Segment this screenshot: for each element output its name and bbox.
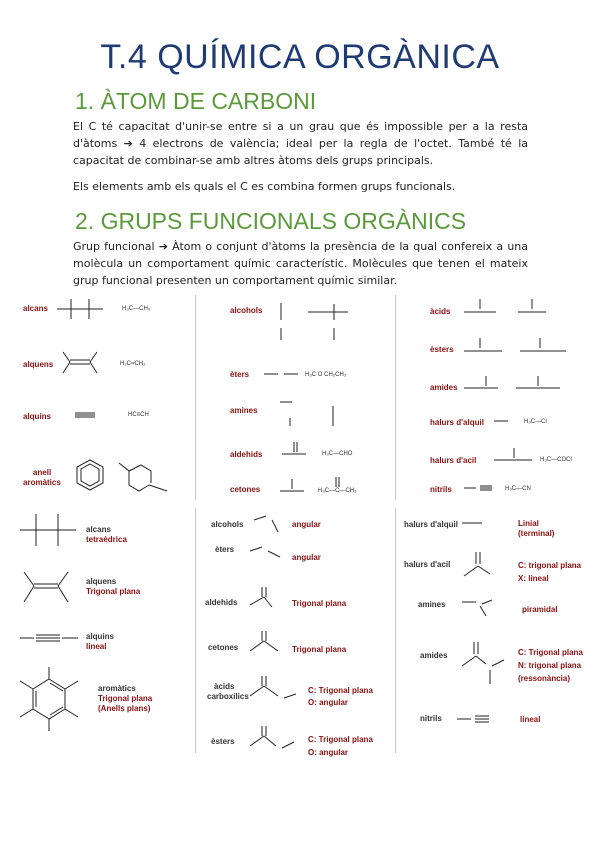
formula-nitrils: H₃C—CN [505, 486, 531, 492]
geo-alquens-trigonal: Trigonal plana [86, 587, 141, 596]
column-divider [195, 295, 196, 500]
geo-eters-angular: angular [292, 553, 321, 562]
alquins-structure [73, 410, 97, 420]
geo-alcans-tetraedrica: tetraèdrica [86, 535, 127, 544]
geo-esters-o-angular: O: angular [308, 748, 349, 757]
formula-cetones: H₃C—C—CH₃ [318, 488, 357, 494]
section-heading-atom-carboni: 1. ÀTOM DE CARBONI [75, 88, 317, 114]
paragraph-grups-funcionals: Els elements amb els quals el C es combina formen grups funcionals. [73, 180, 456, 193]
geo-label-aldehids: aldehids [205, 598, 238, 607]
geo-amides-n-trigonal: N: trigonal plana [518, 661, 582, 670]
halurs-acil-structure [492, 444, 536, 466]
geo-halurs-acil-c-trigonal: C: trigonal plana [518, 561, 582, 570]
geo-label-esters: èsters [211, 737, 235, 746]
label-halurs-alquil: halurs d'alquil [430, 418, 484, 427]
label-aromatics: aromàtics [23, 478, 61, 487]
acids-geometry-structure [248, 672, 308, 708]
amines-geometry-structure [460, 596, 500, 620]
geo-aromatics-trigonal: Trigonal plana [98, 694, 153, 703]
formula-halurs-acil: H₃C—COCl [540, 457, 572, 463]
geo-esters-c-trigonal: C: Trigonal plana [308, 735, 373, 744]
label-aldehids: aldehids [230, 450, 263, 459]
formula-halurs-alquil: H₃C—Cl [524, 419, 547, 425]
label-anell: anell [33, 468, 52, 477]
geo-acids-o-angular: O: angular [308, 698, 349, 707]
alcohols-geometry-structure [252, 510, 284, 538]
geo-alquins-lineal: lineal [86, 642, 107, 651]
geo-alcohols-angular: angular [292, 520, 321, 529]
column-divider [395, 295, 396, 500]
label-amides: amides [430, 383, 458, 392]
aromatic-chain-structure [115, 455, 175, 495]
formula-eters: H₃C O CH₂CH₃ [305, 372, 347, 378]
geo-aldehids-trigonal: Trigonal plana [292, 599, 347, 608]
esters-geometry-structure [248, 722, 298, 758]
section-heading-grups-funcionals: 2. GRUPS FUNCIONALS ORGÀNICS [75, 208, 467, 234]
geo-aromatics-anells: (Anells plans) [98, 704, 151, 713]
amines-structures [278, 398, 358, 428]
eters-geometry-structure [248, 545, 284, 561]
alquens-geometry-structure [20, 566, 72, 606]
paragraph-carboni-capacitat: El C té capacitat d'unir-se entre si a un grau que és impossible per a la resta d'àtoms ➔ 4 electrons de valència; ideal per la regla de l'octet. També té la capacitat de combinar-se amb altres àtoms dels grups principals. [73, 120, 528, 167]
geo-label-alcohols: alcohols [211, 520, 244, 529]
paragraph-grup-funcional-definicio: Grup funcional ➔ Àtom o conjunt d'àtoms la presència de la qual confereix a una molècula un comportament químic característic. Molècules que tenen el mateix grup funcional presenten un comportament químic similar. [73, 240, 528, 287]
halurs-acil-geometry-structure [462, 546, 502, 584]
label-nitrils: nitrils [430, 485, 452, 494]
geo-label-alquens: alquens [86, 577, 117, 586]
geo-label-nitrils: nitrils [420, 714, 442, 723]
nitrils-structure [462, 484, 496, 492]
geo-amides-c-trigonal: C: Trigonal plana [518, 648, 583, 657]
geo-nitrils-lineal: lineal [520, 715, 541, 724]
geo-label-aromatics: aromàtics [98, 684, 136, 693]
geo-label-halurs-alquil: halurs d'alquil [404, 520, 458, 529]
label-eters: èters [230, 370, 250, 379]
geo-halurs-alquil-linial: Linial [518, 519, 539, 528]
geo-label-eters: èters [215, 545, 235, 554]
halurs-alquil-structure [492, 417, 512, 425]
label-alcohols: alcohols [230, 306, 263, 315]
geo-amines-piramidal: piramidal [522, 605, 558, 614]
amides-structures [462, 372, 572, 394]
geo-label-acids-1: àcids [214, 682, 235, 691]
amides-geometry-structure [460, 636, 510, 688]
cetones-geometry-structure [248, 627, 288, 657]
geo-acids-c-trigonal: C: Trigonal plana [308, 686, 373, 695]
halurs-alquil-geometry-structure [460, 519, 486, 527]
geo-label-halurs-acil: halurs d'acil [404, 560, 451, 569]
label-alquins: alquins [23, 412, 52, 421]
geo-label-alcans: alcans [86, 525, 111, 534]
column-divider [195, 508, 196, 753]
label-alcans: alcans [23, 304, 48, 313]
label-cetones: cetones [230, 485, 261, 494]
geo-label-amines: amines [418, 600, 446, 609]
alquins-geometry-structure [18, 633, 80, 643]
formula-alquens: H₂C=CH₂ [120, 361, 146, 367]
label-acids: àcids [430, 307, 451, 316]
geo-label-amides: amides [420, 651, 448, 660]
geo-cetones-trigonal: Trigonal plana [292, 645, 347, 654]
alcans-structure [55, 297, 105, 321]
aldehids-structure [280, 438, 310, 460]
alquens-structure [60, 348, 100, 378]
formula-aldehids: H₃C—CHO [322, 451, 353, 457]
geo-label-alquins: alquins [86, 632, 115, 641]
page-title: T.4 QUÍMICA ORGÀNICA [100, 38, 500, 76]
aldehids-geometry-structure [248, 583, 288, 615]
geo-label-cetones: cetones [208, 643, 239, 652]
formula-alquins: HC≡CH [128, 412, 149, 418]
geo-amides-ressonancia: (ressonància) [518, 674, 571, 683]
eters-structure [262, 370, 302, 378]
label-esters: èsters [430, 345, 454, 354]
formula-alcans: H₃C—CH₃ [122, 306, 151, 312]
geo-halurs-acil-x-lineal: X: lineal [518, 574, 549, 583]
alcohols-structures [278, 300, 363, 342]
aromatics-geometry-structure [14, 665, 84, 733]
geo-label-acids-2: carboxílics [207, 692, 249, 701]
column-divider [395, 508, 396, 753]
geo-halurs-alquil-terminal: (terminal) [518, 529, 555, 538]
label-halurs-acil: halurs d'acil [430, 456, 477, 465]
nitrils-geometry-structure [455, 714, 501, 724]
esters-structures [462, 333, 572, 357]
benzene-ring-structure [75, 458, 105, 492]
alcans-geometry-structure [18, 512, 78, 548]
label-alquens: alquens [23, 360, 54, 369]
label-amines: amines [230, 406, 258, 415]
acids-structures [462, 294, 562, 318]
